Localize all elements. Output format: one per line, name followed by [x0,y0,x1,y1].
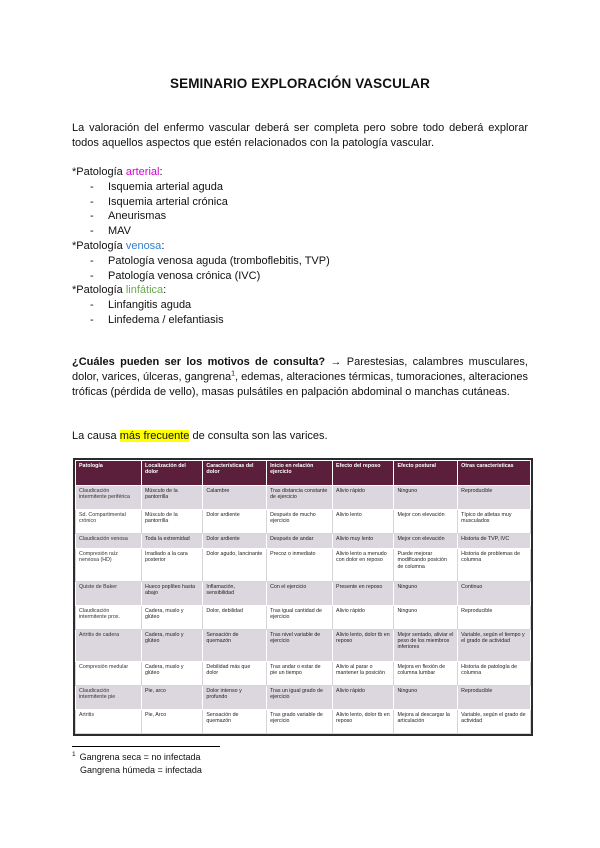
table-header-cell: Efecto postural [394,461,458,486]
category-suffix: : [161,239,165,252]
table-cell: Con el ejercicio [267,581,333,605]
table-row [76,581,531,605]
pathology-table [73,458,533,736]
table-body [76,486,531,734]
table-cell: Cadera, muslo y glúteo [141,629,202,661]
footnote-line: Gangrena seca = no infectada [79,752,201,762]
table-cell: Ninguno [394,486,458,510]
category-suffix: : [163,284,167,297]
table-cell: Tras nivel variable de ejercicio [267,629,333,661]
linfatica-list [72,298,528,328]
pathology-name-cell: Claudicación venosa [76,533,142,548]
table-cell: Historia de TVP, IVC [458,533,531,548]
table-cell: Calambre [203,486,267,510]
table-cell: Reproducible [458,486,531,510]
table-header-cell: Patología [76,461,142,486]
table-cell: Precoz o inmediato [267,549,333,581]
table-row [76,686,531,710]
table-cell: Alivio rápido [333,605,394,629]
footnotes [72,751,202,777]
footnote-mark: 1 [72,751,76,758]
page-title: SEMINARIO EXPLORACIÓN VASCULAR [169,76,430,91]
table-row [76,533,531,548]
table-cell: Alivio al parar o mantener la posición [333,662,394,686]
table-cell: Cadera, muslo y glúteo [141,662,202,686]
cause-text-end: de consulta son las varices. [189,430,328,442]
table-cell: Tras andar o estar de pie un tiempo [267,662,333,686]
arrow: → [325,356,347,368]
table-cell: Reproducible [458,686,531,710]
question-heading: ¿Cuáles pueden ser los motivos de consulta? [72,356,326,368]
table-cell: Tras un igual grado de ejercicio [267,686,333,710]
table-header-cell: Características del dolor [203,461,267,486]
table-header-cell: Otras características [458,461,531,486]
category-name-venosa: venosa [125,239,162,252]
table-cell: Puede mejorar modificando posición de columna [394,549,458,581]
pathology-name-cell: Artritis [76,709,142,733]
category-venosa [72,239,528,283]
table-cell: Continuo [458,581,531,605]
table-cell: Mejora al descargar la articulación [394,709,458,733]
table-cell: Tras grado variable de ejercicio [267,709,333,733]
table-cell: Alivio lento a menudo con dolor en reposo [333,549,394,581]
list-item: - Patología venosa crónica (IVC) [72,269,528,284]
table-header-row [76,461,531,486]
table-cell: Dolor ardiente [203,509,267,533]
venosa-list [72,254,528,284]
pathology-name-cell: Compresión medular [76,662,142,686]
pathology-name-cell: Quiste de Baker [76,581,142,605]
table-cell: Variable, según el grado de actividad [458,709,531,733]
list-item: - Linfangitis aguda [72,298,528,313]
table-cell: Tras distancia constante de ejercicio [267,486,333,510]
arterial-list [72,180,528,239]
list-item: - Linfedema / elefantiasis [72,313,528,328]
table-cell: Mejor con elevación [394,533,458,548]
footnote-line: Gangrena húmeda = infectada [80,765,202,775]
table-cell: Inflamación, sensibilidad [203,581,267,605]
table-cell: Sensación de quemazón [203,629,267,661]
list-item: - Patología venosa aguda (tromboflebitis, TVP) [72,254,528,269]
consultation-reasons-paragraph [72,355,528,400]
footnote-ref: 1 [231,370,235,378]
table-cell: Irradiado a la cara posterior [141,549,202,581]
table-cell: Alivio rápido [333,686,394,710]
table-row [76,549,531,581]
table-cell: Variable, según el tiempo y el grado de actividad [458,629,531,661]
table-cell: Presente en reposo [333,581,394,605]
table-cell: Pie, Arco [141,709,202,733]
category-name-linfatica: linfática [125,284,164,297]
table-cell: Ninguno [394,686,458,710]
footnote-divider [72,746,220,747]
table-cell: Típico de atletas muy musculados [458,509,531,533]
category-prefix: *Patología [72,166,126,178]
table-cell: Alivio lento [333,509,394,533]
table-header-cell: Localización del dolor [141,461,202,486]
table-cell: Toda la extremidad [141,533,202,548]
pathology-name-cell: Claudicación intermitente periférica [76,486,142,510]
table-cell: Historia de patología de columna [458,662,531,686]
list-item: - Aneurismas [72,209,528,224]
table-row [76,662,531,686]
pathology-name-cell: Claudicación intermitente prox. [76,605,142,629]
highlighted-text: más frecuente [119,430,190,442]
table-cell: Historia de problemas de columna [458,549,531,581]
table-cell: Alivio lento, dolor tb en reposo [333,709,394,733]
pathology-name-cell: Compresión raíz nerviosa (HD) [76,549,142,581]
table-cell: Ninguno [394,581,458,605]
cause-text: La causa [72,430,120,442]
reasons-text-continued: , edemas, alteraciones térmicas, tumoraciones, alteraciones tróficas (pérdida de vello), masas pulsátiles en palpación abdominal o manchas cutáneas. [72,371,528,398]
list-item: - Isquemia arterial crónica [72,195,528,210]
table-cell: Pie, arco [141,686,202,710]
category-arterial [72,165,528,239]
table-cell: Dolor agudo, lancinante [203,549,267,581]
table-cell: Debilidad más que dolor [203,662,267,686]
table-cell: Dolor intenso y profundo [203,686,267,710]
reasons-text: Parestesias, calambres musculares, dolor, varices, úlceras, gangrena [72,356,528,383]
table-row [76,605,531,629]
pathology-name-cell: Sd. Compartimental crónico [76,509,142,533]
category-prefix: *Patología [72,284,126,297]
table-cell: Después de mucho ejercicio [267,509,333,533]
cause-line [72,430,328,442]
table-cell: Alivio muy lento [333,533,394,548]
table-header-cell: Efecto del reposo [333,461,394,486]
category-prefix: *Patología [72,239,126,252]
table-row [76,709,531,733]
table-row [76,486,531,510]
table-cell: Dolor, debilidad [203,605,267,629]
table-cell: Alivio lento, dolor tb en reposo [333,629,394,661]
comparison-table [75,460,531,734]
table-row [76,509,531,533]
table-cell: Mejor con elevación [394,509,458,533]
table-cell: Reproducible [458,605,531,629]
table-cell: Ninguno [394,605,458,629]
table-cell: Mejora en flexión de columna lumbar [394,662,458,686]
list-item: - MAV [72,224,528,239]
table-cell: Alivio rápido [333,486,394,510]
category-suffix: : [159,166,163,178]
table-cell: Sensación de quemazón [203,709,267,733]
table-header-cell: Inicio en relación ejercicio [267,461,333,486]
pathology-name-cell: Claudicación intermitente pie [76,686,142,710]
table-cell: Músculo de la pantorrilla [141,486,202,510]
table-cell: Después de andar [267,533,333,548]
category-name-arterial: arterial [125,166,160,178]
table-cell: Tras igual cantidad de ejercicio [267,605,333,629]
table-cell: Mejor sentado, aliviar el peso de los miembros inferiores [394,629,458,661]
table-cell: Cadera, muslo y glúteo [141,605,202,629]
category-linfatica [72,283,528,327]
list-item: - Isquemia arterial aguda [72,180,528,195]
table-cell: Músculo de la pantorrilla [141,509,202,533]
intro-paragraph: La valoración del enfermo vascular deberá ser completa pero sobre todo deberá explorar todos aquellos aspectos que estén relacionados con la patología vascular. [72,122,528,149]
table-row [76,629,531,661]
pathology-name-cell: Artritis de cadera [76,629,142,661]
pathology-categories [72,165,528,328]
table-cell: Dolor ardiente [203,533,267,548]
table-cell: Hueco poplíteo hasta abajo [141,581,202,605]
